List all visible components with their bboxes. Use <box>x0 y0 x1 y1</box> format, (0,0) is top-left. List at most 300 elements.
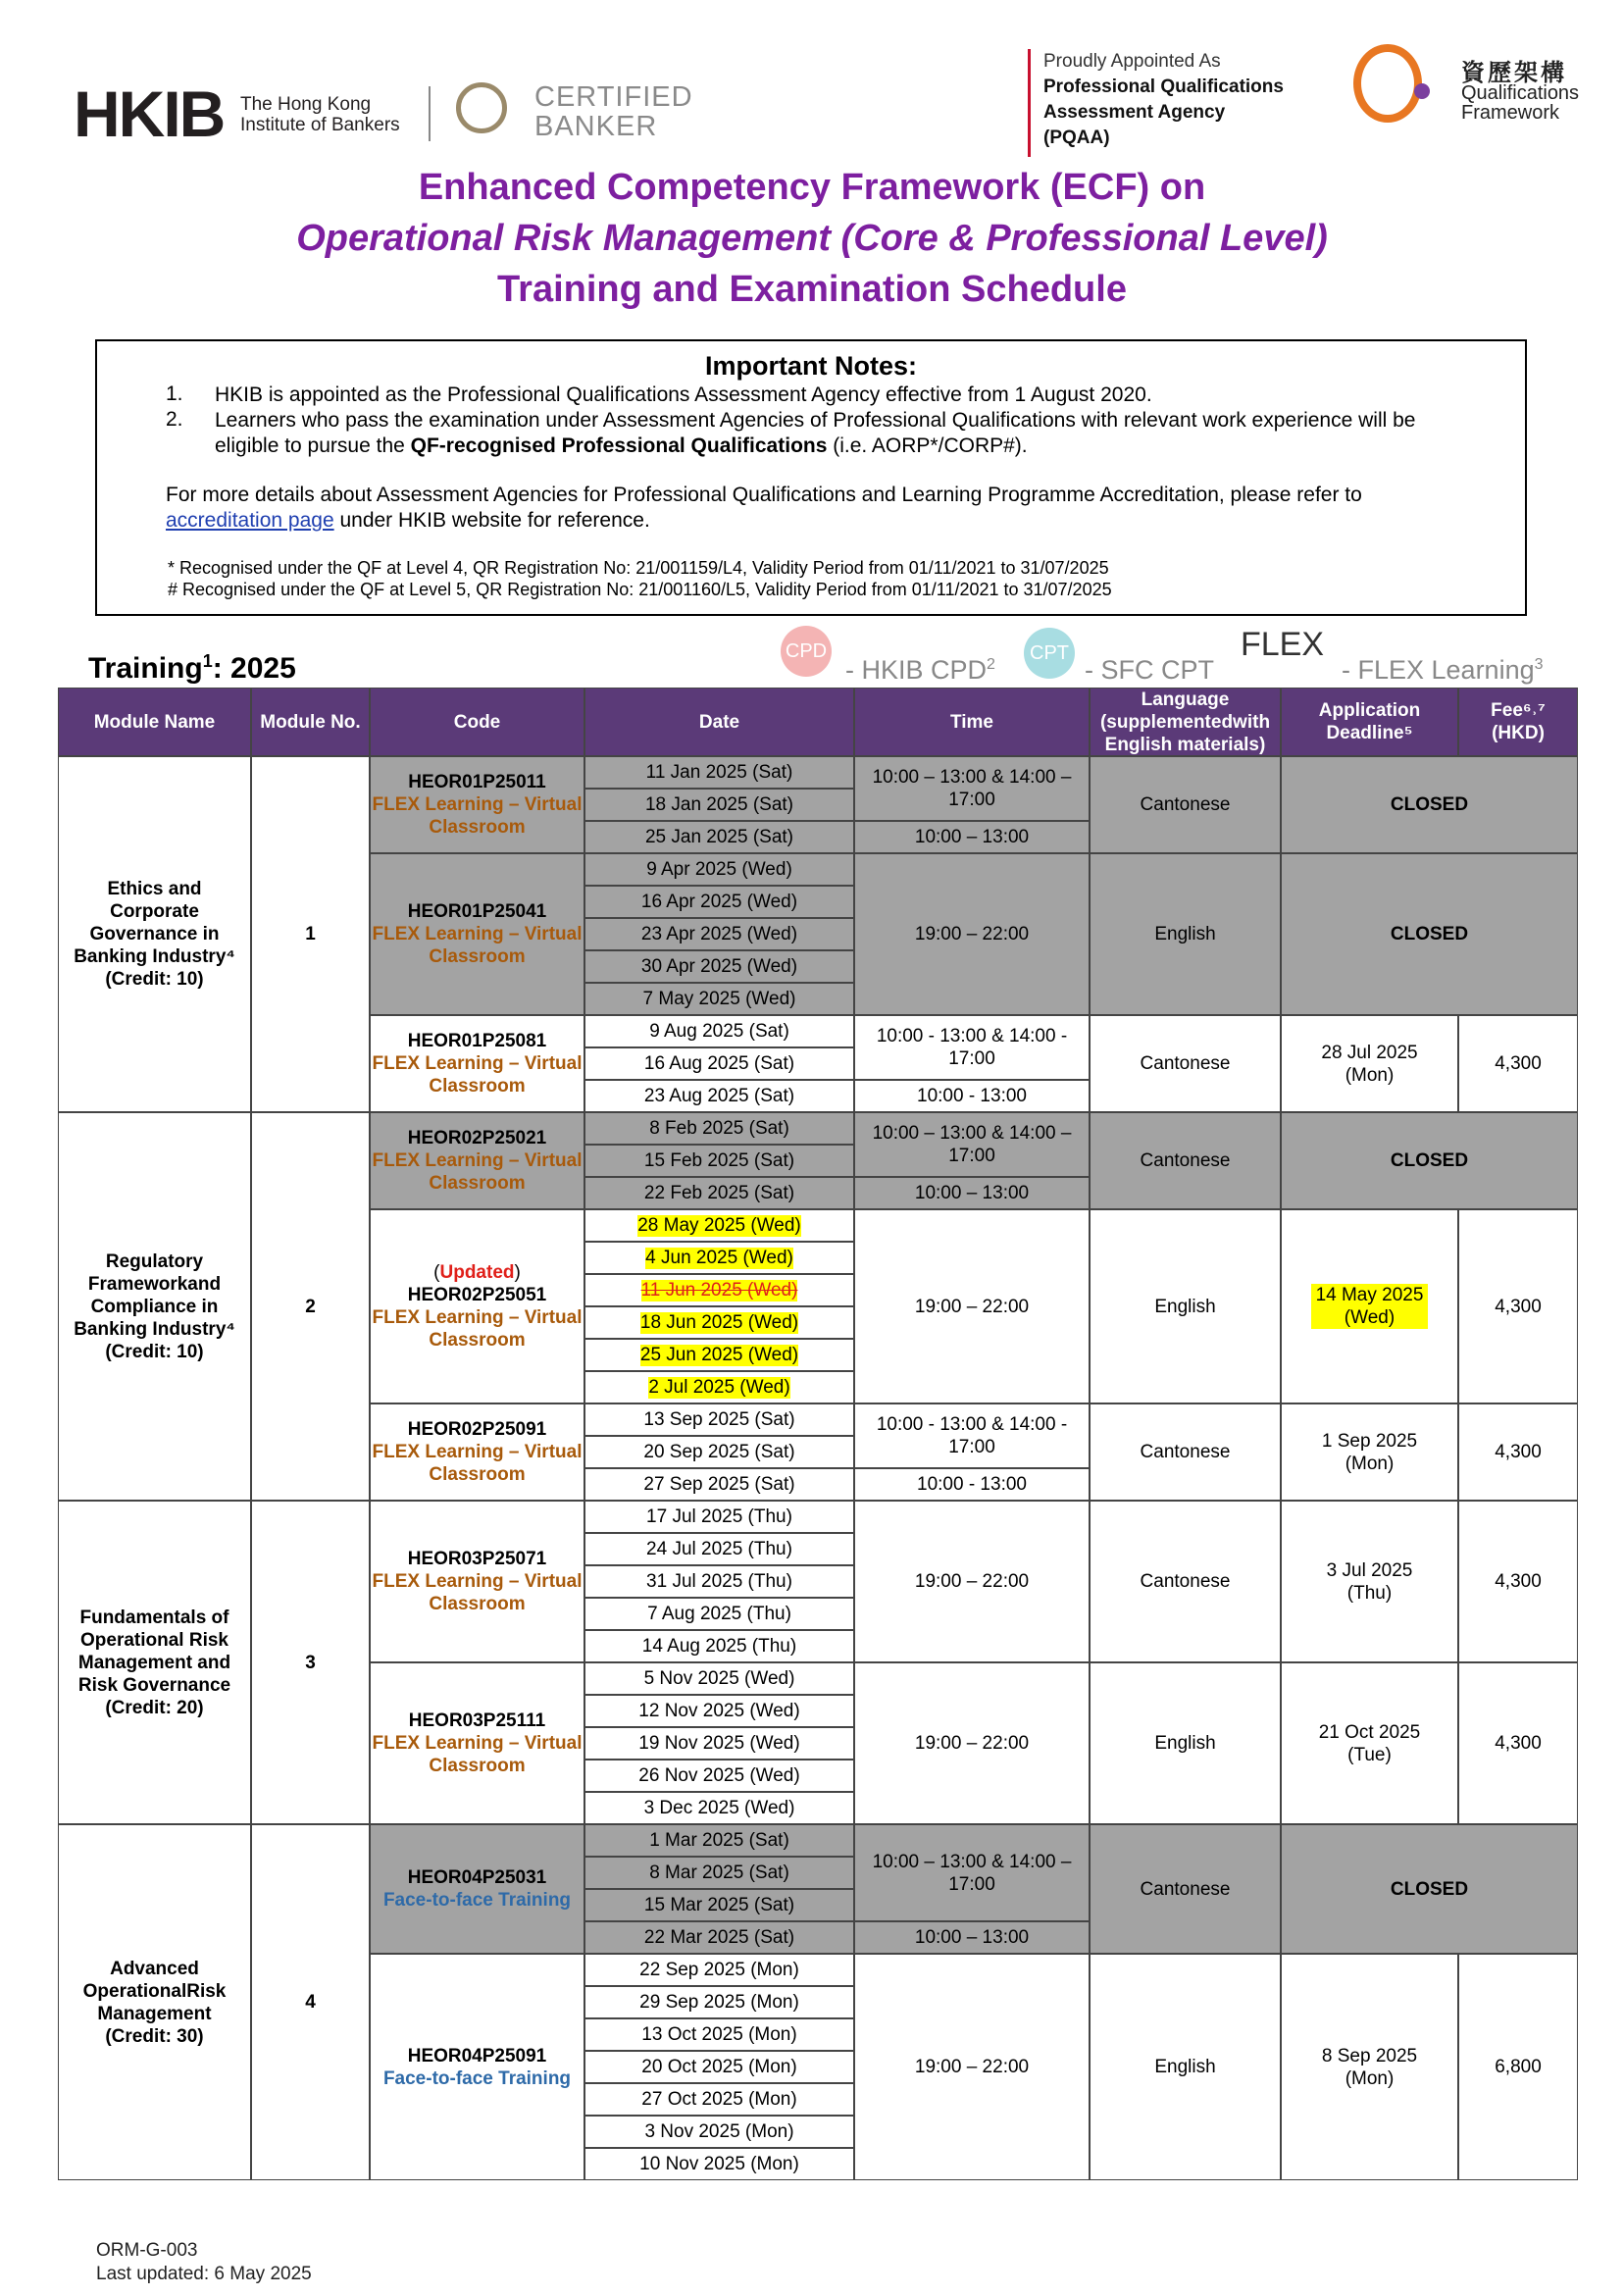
header-module-name <box>58 688 251 756</box>
language-cell <box>1090 1954 1281 2180</box>
module-name-cell <box>58 1501 251 1824</box>
date-cell <box>584 1177 854 1209</box>
deadline-cell <box>1281 1662 1458 1824</box>
class-code <box>371 1709 584 1732</box>
header-code <box>370 688 584 756</box>
class-code-text: HEOR03P25111 <box>408 1710 546 1731</box>
class-code <box>371 1548 584 1570</box>
date-cell <box>584 1468 854 1501</box>
closed-text: CLOSED <box>1390 1150 1469 1171</box>
module-no: 4 <box>305 1992 316 2013</box>
delivery-mode-text: FLEX Learning – Virtual Classroom <box>372 1571 583 1614</box>
delivery-mode <box>371 1306 584 1352</box>
hkib-logo <box>74 69 701 157</box>
session-date: 23 Apr 2025 (Wed) <box>640 923 798 944</box>
fee-text: 6,800 <box>1495 2057 1542 2077</box>
module-no-cell <box>251 1824 370 2180</box>
class-code-cell <box>370 1501 584 1662</box>
session-date: 15 Mar 2025 (Sat) <box>643 1894 795 1915</box>
class-code-cell <box>370 1403 584 1501</box>
details-line1: For more details about Assessment Agencies for Professional Qualifications and Learning Programme Accreditation, please refer to <box>166 484 1362 506</box>
deadline-text: 1 Sep 2025 (Mon) <box>1321 1430 1418 1474</box>
delivery-mode <box>371 1441 584 1486</box>
deadline-text: 8 Sep 2025 (Mon) <box>1321 2045 1418 2089</box>
date-cell <box>584 1565 854 1598</box>
class-code-text: HEOR01P25081 <box>407 1031 547 1051</box>
fee-cell <box>1458 1209 1578 1403</box>
date-cell <box>584 853 854 886</box>
session-time: 10:00 - 13:00 & 14:00 - 17:00 <box>876 1414 1068 1457</box>
language-text: Cantonese <box>1140 1053 1231 1074</box>
time-cell <box>854 756 1090 821</box>
module-name-cell <box>58 1824 251 2180</box>
qf-text <box>1461 60 1580 124</box>
qf-logo <box>1353 44 1589 152</box>
session-date: 29 Sep 2025 (Mon) <box>639 1991 799 2013</box>
module-no: 2 <box>305 1296 316 1317</box>
class-code-text: HEOR02P25051 <box>407 1285 547 1305</box>
date-cell <box>584 1242 854 1274</box>
delivery-mode <box>383 2067 571 2090</box>
deadline-cell <box>1281 1403 1458 1501</box>
date-cell <box>584 983 854 1015</box>
session-date: 20 Oct 2025 (Mon) <box>641 2056 797 2077</box>
header-time-label: Time <box>949 711 993 733</box>
date-cell <box>584 1306 854 1339</box>
certified-banker-emblem-icon <box>456 82 507 133</box>
language-cell <box>1090 1824 1281 1954</box>
class-code-block <box>383 1866 571 1912</box>
training-label: Training <box>88 652 203 685</box>
module-no-cell <box>251 1112 370 1501</box>
status-closed <box>1281 1112 1578 1209</box>
time-cell <box>854 1954 1090 2180</box>
session-date: 3 Nov 2025 (Mon) <box>644 2120 794 2142</box>
class-code-block <box>371 1127 584 1195</box>
deadline-cell <box>1281 1209 1458 1403</box>
legend-flex <box>1342 655 1544 686</box>
accreditation-page-link[interactable]: accreditation page <box>166 509 334 532</box>
date-cell <box>584 1889 854 1921</box>
date-cell <box>584 1274 854 1306</box>
pqaa-line2: Professional Qualifications <box>1043 77 1284 97</box>
language-text: Cantonese <box>1140 1571 1231 1592</box>
class-code-block <box>371 900 584 968</box>
time-cell <box>854 1501 1090 1662</box>
note-2-post: (i.e. AORP*/CORP#). <box>827 434 1028 457</box>
fee-cell <box>1458 1954 1578 2180</box>
language-text: Cantonese <box>1140 1878 1231 1900</box>
details-line2 <box>166 508 650 534</box>
legend-cpd-sup: 2 <box>987 656 995 673</box>
module-no: 3 <box>305 1652 316 1673</box>
date-cell <box>584 1662 854 1695</box>
date-cell <box>584 1824 854 1857</box>
class-code <box>383 1866 571 1889</box>
delivery-mode-text: FLEX Learning – Virtual Classroom <box>372 1307 583 1351</box>
time-cell <box>854 853 1090 1015</box>
delivery-mode-text: Face-to-face Training <box>382 2067 572 2089</box>
header-language-label: Language (supplementedwith English materials) <box>1099 689 1271 755</box>
date-cell <box>584 1857 854 1889</box>
updated-label: Updated <box>439 1262 515 1283</box>
session-date: 19 Nov 2025 (Wed) <box>638 1732 800 1754</box>
delivery-mode-text: Face-to-face Training <box>382 1890 572 1911</box>
class-code <box>371 771 584 793</box>
header-deadline-label: Application Deadline⁵ <box>1318 700 1421 743</box>
time-cell <box>854 1112 1090 1177</box>
session-date: 27 Sep 2025 (Sat) <box>643 1473 795 1495</box>
footnote-hash: # Recognised under the QF at Level 5, QR Registration No: 21/001160/L5, Validity Period from 01/11/2021 to 31/07/2025 <box>168 580 1112 599</box>
module-name: Regulatory Frameworkand Compliance in Banking Industry⁴ (Credit: 10) <box>74 1250 235 1362</box>
language-cell <box>1090 756 1281 853</box>
session-date: 7 Aug 2025 (Thu) <box>647 1603 791 1624</box>
session-time: 10:00 - 13:00 & 14:00 - 17:00 <box>876 1026 1068 1069</box>
session-time: 19:00 – 22:00 <box>914 2057 1030 2077</box>
session-date: 16 Apr 2025 (Wed) <box>640 891 798 912</box>
class-code-cell <box>370 1112 584 1209</box>
session-date: 26 Nov 2025 (Wed) <box>638 1764 800 1786</box>
language-text: English <box>1154 1733 1216 1754</box>
session-time: 10:00 – 13:00 & 14:00 – 17:00 <box>872 1851 1072 1895</box>
date-cell <box>584 1533 854 1565</box>
fee-cell <box>1458 1015 1578 1112</box>
delivery-mode <box>371 1570 584 1615</box>
legend-cpd-text: - HKIB CPD <box>845 655 988 685</box>
session-date: 13 Oct 2025 (Mon) <box>641 2023 797 2045</box>
page-title-line1: Enhanced Competency Framework (ECF) on <box>418 167 1206 208</box>
class-code-cell <box>370 1824 584 1954</box>
session-time: 10:00 – 13:00 <box>914 1927 1030 1948</box>
date-cell <box>584 1080 854 1112</box>
session-date: 11 Jun 2025 (Wed) <box>640 1279 798 1301</box>
closed-text: CLOSED <box>1390 924 1469 944</box>
note-1: HKIB is appointed as the Professional Qualifications Assessment Agency effective from 1 August 2020. <box>215 383 1152 406</box>
session-time: 10:00 – 13:00 <box>914 827 1030 847</box>
hkib-name-line2: Institute of Bankers <box>240 115 400 135</box>
session-time: 10:00 - 13:00 <box>917 1086 1027 1106</box>
date-cell <box>584 1047 854 1080</box>
status-closed <box>1281 756 1578 853</box>
class-code-text: HEOR02P25091 <box>407 1419 547 1440</box>
language-cell <box>1090 1015 1281 1112</box>
deadline-cell <box>1281 1501 1458 1662</box>
date-cell <box>584 2083 854 2116</box>
session-date: 25 Jan 2025 (Sat) <box>644 826 794 847</box>
class-code <box>371 1030 584 1052</box>
pqaa-line3: Assessment Agency <box>1043 102 1226 123</box>
note-2-line2 <box>215 434 1028 459</box>
session-date: 22 Sep 2025 (Mon) <box>639 1959 799 1980</box>
class-code-text: HEOR04P25091 <box>407 2045 547 2066</box>
class-code-cell <box>370 1015 584 1112</box>
fee-text: 4,300 <box>1495 1296 1542 1317</box>
session-date: 7 May 2025 (Wed) <box>642 988 796 1009</box>
important-notes-box <box>95 339 1527 616</box>
module-name-cell <box>58 1112 251 1501</box>
qf-q-icon <box>1353 44 1422 123</box>
footnote-star: * Recognised under the QF at Level 4, QR Registration No: 21/001159/L4, Validity Period from 01/11/2021 to 31/07/2025 <box>168 558 1109 578</box>
date-cell <box>584 2148 854 2180</box>
closed-text: CLOSED <box>1390 794 1469 815</box>
fee-cell <box>1458 1403 1578 1501</box>
legend-flex-sup: 3 <box>1534 656 1544 673</box>
date-cell <box>584 1015 854 1047</box>
time-cell <box>854 1015 1090 1080</box>
session-date: 24 Jul 2025 (Thu) <box>646 1538 792 1559</box>
pqaa-text <box>1043 49 1284 151</box>
delivery-mode <box>371 1149 584 1195</box>
delivery-mode <box>371 1732 584 1777</box>
delivery-mode-text: FLEX Learning – Virtual Classroom <box>372 924 583 967</box>
session-date: 1 Mar 2025 (Sat) <box>649 1829 789 1851</box>
date-cell <box>584 1760 854 1792</box>
delivery-mode <box>371 793 584 839</box>
module-no-cell <box>251 756 370 1112</box>
class-code-text: HEOR01P25011 <box>408 772 546 792</box>
language-cell <box>1090 1662 1281 1824</box>
session-date: 8 Feb 2025 (Sat) <box>649 1117 789 1139</box>
date-cell <box>584 1209 854 1242</box>
class-code-block <box>383 2045 571 2090</box>
language-cell <box>1090 1501 1281 1662</box>
pqaa-line1: Proudly Appointed As <box>1043 51 1221 72</box>
header-date <box>584 688 854 756</box>
date-cell <box>584 1436 854 1468</box>
date-cell <box>584 789 854 821</box>
session-date: 5 Nov 2025 (Wed) <box>643 1667 795 1689</box>
doc-code: ORM-G-003 <box>96 2240 198 2261</box>
language-cell <box>1090 1112 1281 1209</box>
session-date: 30 Apr 2025 (Wed) <box>640 955 798 977</box>
delivery-mode-text: FLEX Learning – Virtual Classroom <box>372 1442 583 1485</box>
session-date: 25 Jun 2025 (Wed) <box>639 1344 799 1365</box>
schedule-table <box>58 688 1578 2188</box>
header-date-label: Date <box>698 711 740 733</box>
status-closed <box>1281 853 1578 1015</box>
time-cell <box>854 1403 1090 1468</box>
session-date: 4 Jun 2025 (Wed) <box>645 1247 793 1268</box>
header-deadline <box>1281 688 1458 756</box>
session-time: 10:00 – 13:00 <box>914 1183 1030 1203</box>
note-2-line1: Learners who pass the examination under Assessment Agencies of Professional Qualifications with relevant work experience will be <box>215 409 1416 432</box>
header-language <box>1090 688 1281 756</box>
delivery-mode <box>383 1889 571 1912</box>
note-2-pre: eligible to pursue the <box>215 434 411 457</box>
date-cell <box>584 2051 854 2083</box>
fee-text: 4,300 <box>1495 1733 1542 1754</box>
date-cell <box>584 1792 854 1824</box>
session-time: 10:00 – 13:00 & 14:00 – 17:00 <box>872 1123 1072 1166</box>
language-cell <box>1090 1209 1281 1403</box>
legend-cpd <box>845 655 995 686</box>
status-closed <box>1281 1824 1578 1954</box>
date-cell <box>584 1339 854 1371</box>
class-code-cell <box>370 1209 584 1403</box>
class-code-block <box>371 1548 584 1615</box>
session-date: 13 Sep 2025 (Sat) <box>643 1408 795 1430</box>
time-cell <box>854 1662 1090 1824</box>
session-date: 2 Jul 2025 (Wed) <box>648 1376 790 1398</box>
class-code-block <box>371 771 584 839</box>
session-date: 17 Jul 2025 (Thu) <box>646 1505 792 1527</box>
language-cell <box>1090 853 1281 1015</box>
date-cell <box>584 1986 854 2018</box>
session-date: 8 Mar 2025 (Sat) <box>649 1862 789 1883</box>
hkib-mark: HKIB <box>74 77 225 150</box>
flex-learning-icon: FLEX <box>1241 626 1325 663</box>
hkib-name <box>240 94 400 135</box>
pqaa-accent-bar <box>1028 49 1031 157</box>
delivery-mode-text: FLEX Learning – Virtual Classroom <box>372 794 583 838</box>
deadline-text: 3 Jul 2025 (Thu) <box>1326 1559 1413 1604</box>
class-code-text: HEOR03P25071 <box>407 1549 547 1569</box>
training-sup: 1 <box>202 651 213 671</box>
language-text: Cantonese <box>1140 1150 1231 1171</box>
note-1-number: 1. <box>166 383 183 405</box>
session-date: 11 Jan 2025 (Sat) <box>645 761 793 783</box>
closed-text: CLOSED <box>1390 1878 1469 1900</box>
session-date: 27 Oct 2025 (Mon) <box>641 2088 797 2110</box>
delivery-mode-text: FLEX Learning – Virtual Classroom <box>372 1150 583 1194</box>
session-date: 20 Sep 2025 (Sat) <box>643 1441 795 1462</box>
qf-chinese: 資歷架構 <box>1461 60 1567 86</box>
date-cell <box>584 886 854 918</box>
date-cell <box>584 2018 854 2051</box>
time-cell <box>854 1177 1090 1209</box>
session-date: 18 Jun 2025 (Wed) <box>639 1311 799 1333</box>
deadline-cell <box>1281 1015 1458 1112</box>
fee-cell <box>1458 1662 1578 1824</box>
session-time: 10:00 - 13:00 <box>917 1474 1027 1495</box>
cb-line2: BANKER <box>534 111 658 142</box>
page-title-line3: Training and Examination Schedule <box>497 269 1127 310</box>
class-code-cell <box>370 756 584 853</box>
fee-text: 4,300 <box>1495 1571 1542 1592</box>
class-code-text: HEOR02P25021 <box>407 1128 547 1148</box>
note-2-number: 2. <box>166 408 183 431</box>
class-code-block <box>371 1261 584 1352</box>
date-cell <box>584 1403 854 1436</box>
class-code-text: HEOR01P25041 <box>407 901 547 922</box>
class-code-cell <box>370 1662 584 1824</box>
class-code <box>371 900 584 923</box>
cb-line1: CERTIFIED <box>534 81 693 113</box>
session-date: 23 Aug 2025 (Sat) <box>643 1085 795 1106</box>
header-module-name-label: Module Name <box>93 711 216 733</box>
notes-heading: Important Notes: <box>705 351 917 381</box>
language-text: Cantonese <box>1140 794 1231 815</box>
class-code <box>371 1284 584 1306</box>
hkib-name-line1: The Hong Kong <box>240 94 372 115</box>
language-text: English <box>1154 1296 1216 1317</box>
session-date: 10 Nov 2025 (Mon) <box>639 2153 799 2174</box>
date-cell <box>584 1921 854 1954</box>
session-time: 19:00 – 22:00 <box>914 1296 1030 1317</box>
deadline-text: 21 Oct 2025 (Tue) <box>1318 1721 1421 1765</box>
class-code-block <box>371 1418 584 1486</box>
pqaa-line4: (PQAA) <box>1043 128 1110 148</box>
module-name: Advanced OperationalRisk Management (Credit: 30) <box>82 1958 227 2047</box>
certified-banker-text <box>534 82 693 141</box>
class-code-block <box>371 1030 584 1097</box>
class-code-cell <box>370 853 584 1015</box>
header-fee <box>1458 688 1578 756</box>
module-no-cell <box>251 1501 370 1824</box>
date-cell <box>584 918 854 950</box>
header-module-no <box>251 688 370 756</box>
training-heading <box>88 651 296 686</box>
class-code <box>371 1418 584 1441</box>
logo-divider <box>429 86 431 141</box>
session-date: 9 Aug 2025 (Sat) <box>649 1020 789 1042</box>
header-module-no-label: Module No. <box>260 711 361 733</box>
session-date: 9 Apr 2025 (Wed) <box>646 858 792 880</box>
module-name: Ethics and Corporate Governance in Banking Industry⁴ (Credit: 10) <box>74 879 235 990</box>
qf-person-icon <box>1414 83 1430 99</box>
session-date: 22 Feb 2025 (Sat) <box>643 1182 795 1203</box>
fee-text: 4,300 <box>1495 1053 1542 1074</box>
deadline-cell <box>1281 1954 1458 2180</box>
fee-text: 4,300 <box>1495 1442 1542 1462</box>
qf-line1: Qualifications <box>1461 82 1580 104</box>
session-date: 15 Feb 2025 (Sat) <box>643 1149 795 1171</box>
date-cell <box>584 1695 854 1727</box>
class-code <box>383 2045 571 2067</box>
date-cell <box>584 821 854 853</box>
date-cell <box>584 756 854 789</box>
legend-flex-text: - FLEX Learning <box>1342 655 1535 685</box>
cpt-icon: CPT <box>1024 628 1075 679</box>
delivery-mode <box>371 1052 584 1097</box>
qf-line2: Framework <box>1461 102 1560 124</box>
deadline-text: 28 Jul 2025 (Mon) <box>1321 1042 1418 1086</box>
session-date: 18 Jan 2025 (Sat) <box>644 793 794 815</box>
session-date: 14 Aug 2025 (Thu) <box>641 1635 797 1657</box>
note-2-bold: QF-recognised Professional Qualifications <box>410 434 828 457</box>
class-code-cell <box>370 1954 584 2180</box>
legend-cpt: - SFC CPT <box>1085 655 1214 685</box>
delivery-mode-text: FLEX Learning – Virtual Classroom <box>372 1733 583 1776</box>
date-cell <box>584 1598 854 1630</box>
time-cell <box>854 1921 1090 1954</box>
time-cell <box>854 1468 1090 1501</box>
header-code-label: Code <box>453 711 501 733</box>
date-cell <box>584 1145 854 1177</box>
session-date: 22 Mar 2025 (Sat) <box>643 1926 795 1948</box>
session-time: 19:00 – 22:00 <box>914 1571 1030 1592</box>
delivery-mode <box>371 923 584 968</box>
header-time <box>854 688 1090 756</box>
language-text: English <box>1154 2057 1216 2077</box>
training-year: : 2025 <box>212 652 296 685</box>
session-date: 31 Jul 2025 (Thu) <box>646 1570 792 1592</box>
session-time: 19:00 – 22:00 <box>914 1733 1030 1754</box>
session-date: 16 Aug 2025 (Sat) <box>643 1052 795 1074</box>
fee-cell <box>1458 1501 1578 1662</box>
time-cell <box>854 1824 1090 1921</box>
date-cell <box>584 1371 854 1403</box>
class-code <box>371 1127 584 1149</box>
session-time: 19:00 – 22:00 <box>914 924 1030 944</box>
pqaa-badge <box>1028 49 1361 157</box>
date-cell <box>584 1112 854 1145</box>
session-date: 28 May 2025 (Wed) <box>637 1214 801 1236</box>
date-cell <box>584 1630 854 1662</box>
date-cell <box>584 1501 854 1533</box>
page-footer <box>96 2239 312 2286</box>
last-updated: Last updated: 6 May 2025 <box>96 2264 312 2284</box>
